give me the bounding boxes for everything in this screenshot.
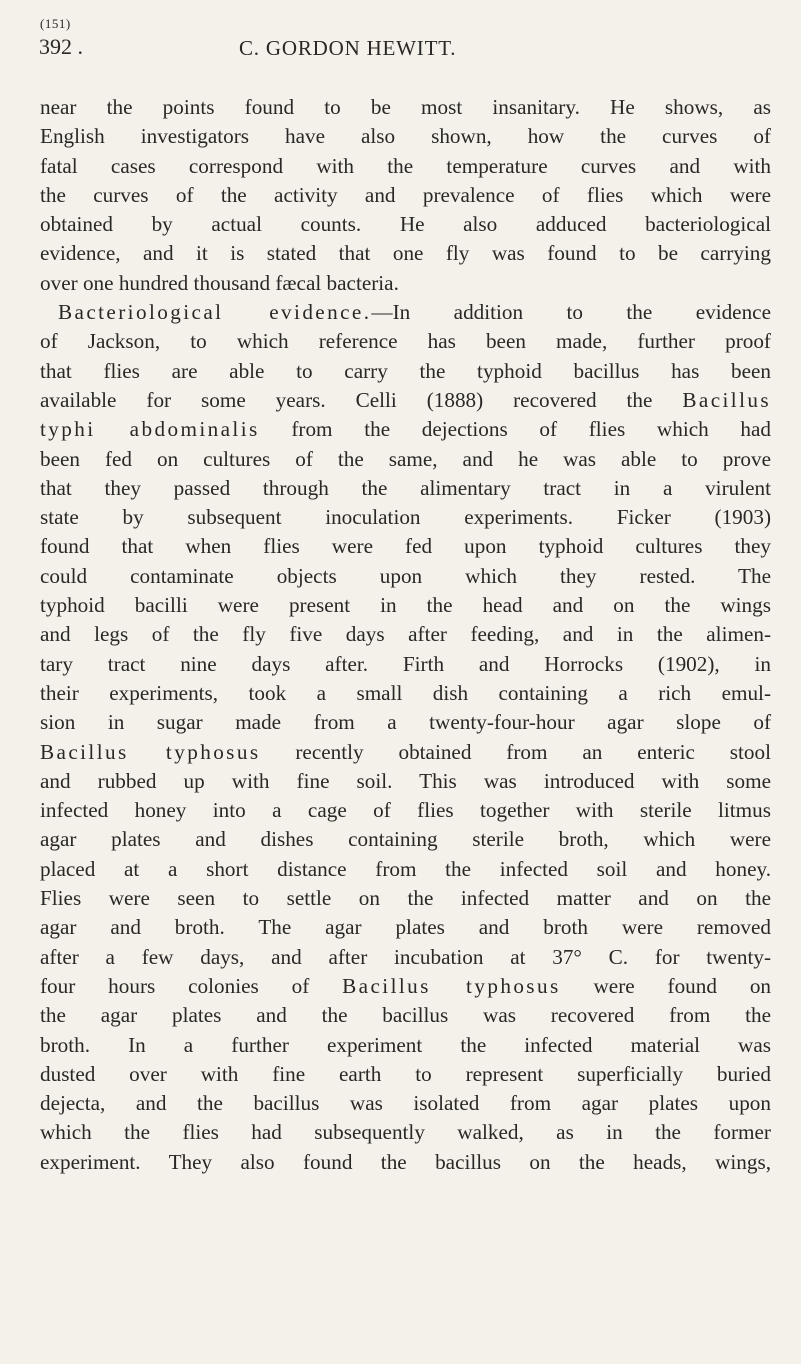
- text-line: the curves of the activity and prevalence of flies which were: [40, 182, 771, 207]
- text-line: [40, 738, 771, 767]
- species-name: typhi abdominalis: [40, 417, 260, 442]
- text-line: tary tract nine days after. Firth and Horrocks (1902), in: [40, 651, 771, 676]
- text-line: found that when flies were fed upon typhoid cultures they: [40, 534, 771, 559]
- text-line: placed at a short distance from the infected soil and honey.: [40, 856, 771, 881]
- text-line: that flies are able to carry the typhoid bacillus has been: [40, 358, 771, 383]
- plate-number: (151): [40, 16, 71, 31]
- text-line: of Jackson, to which reference has been made, further proof: [40, 329, 771, 354]
- text-line: [40, 415, 771, 444]
- text-fragment: four hours colonies of: [40, 973, 310, 998]
- text-line: [40, 972, 771, 1001]
- text-fragment: available for some years. Celli (1888) recovered the: [40, 387, 653, 412]
- text-line: over one hundred thousand fæcal bacteria.: [40, 270, 399, 295]
- text-line: the agar plates and the bacillus was recovered from the: [40, 1003, 771, 1028]
- text-fragment: —In addition to the evidence: [371, 300, 771, 325]
- text-line: fatal cases correspond with the temperature curves and with: [40, 153, 771, 178]
- text-line: infected honey into a cage of flies together with sterile litmus: [40, 798, 771, 823]
- text-line: after a few days, and after incubation at 37° C. for twenty-: [40, 944, 771, 969]
- running-head: C. GORDON HEWITT.: [239, 36, 457, 60]
- text-line: Flies were seen to settle on the infected matter and on the: [40, 886, 771, 911]
- text-line: that they passed through the alimentary tract in a virulent: [40, 475, 771, 500]
- species-name: Bacillus typhosus: [40, 739, 261, 764]
- species-name: Bacillus typhosus: [342, 973, 561, 998]
- text-line: [40, 298, 771, 327]
- text-line: and legs of the fly five days after feeding, and in the alimen-: [40, 622, 771, 647]
- text-line: agar and broth. The agar plates and broth were removed: [40, 915, 771, 940]
- text-line: been fed on cultures of the same, and he was able to prove: [40, 446, 771, 471]
- text-line: English investigators have also shown, how the curves of: [40, 124, 771, 149]
- text-line: their experiments, took a small dish containing a rich emul-: [40, 680, 771, 705]
- text-line: dejecta, and the bacillus was isolated from agar plates upon: [40, 1091, 771, 1116]
- text-line: [40, 386, 771, 415]
- text-line: which the flies had subsequently walked, as in the former: [40, 1120, 771, 1145]
- text-line: near the points found to be most insanitary. He shows, as: [40, 95, 771, 119]
- body-text: [40, 93, 771, 1177]
- text-line: could contaminate objects upon which they rested. The: [40, 563, 771, 588]
- section-heading: Bacteriological evidence.: [58, 300, 372, 325]
- text-line: dusted over with fine earth to represent superficially buried: [40, 1061, 771, 1086]
- text-line: agar plates and dishes containing sterile broth, which were: [40, 827, 771, 852]
- text-fragment: from the dejections of flies which had: [291, 417, 771, 442]
- text-line: experiment. They also found the bacillus on the heads, wings,: [40, 1149, 771, 1174]
- text-fragment: were found on: [593, 973, 772, 998]
- species-name: Bacillus: [682, 387, 772, 412]
- text-line: evidence, and it is stated that one fly was found to be carrying: [40, 241, 771, 266]
- text-line: state by subsequent inoculation experiments. Ficker (1903): [40, 505, 771, 530]
- page-number: 392 .: [39, 34, 83, 59]
- text-line: and rubbed up with fine soil. This was introduced with some: [40, 768, 771, 793]
- text-line: broth. In a further experiment the infected material was: [40, 1032, 771, 1057]
- text-line: obtained by actual counts. He also adduced bacteriological: [40, 212, 771, 237]
- text-line: typhoid bacilli were present in the head and on the wings: [40, 593, 771, 618]
- text-fragment: recently obtained from an enteric stool: [295, 739, 771, 764]
- text-line: sion in sugar made from a twenty-four-hour agar slope of: [40, 710, 771, 735]
